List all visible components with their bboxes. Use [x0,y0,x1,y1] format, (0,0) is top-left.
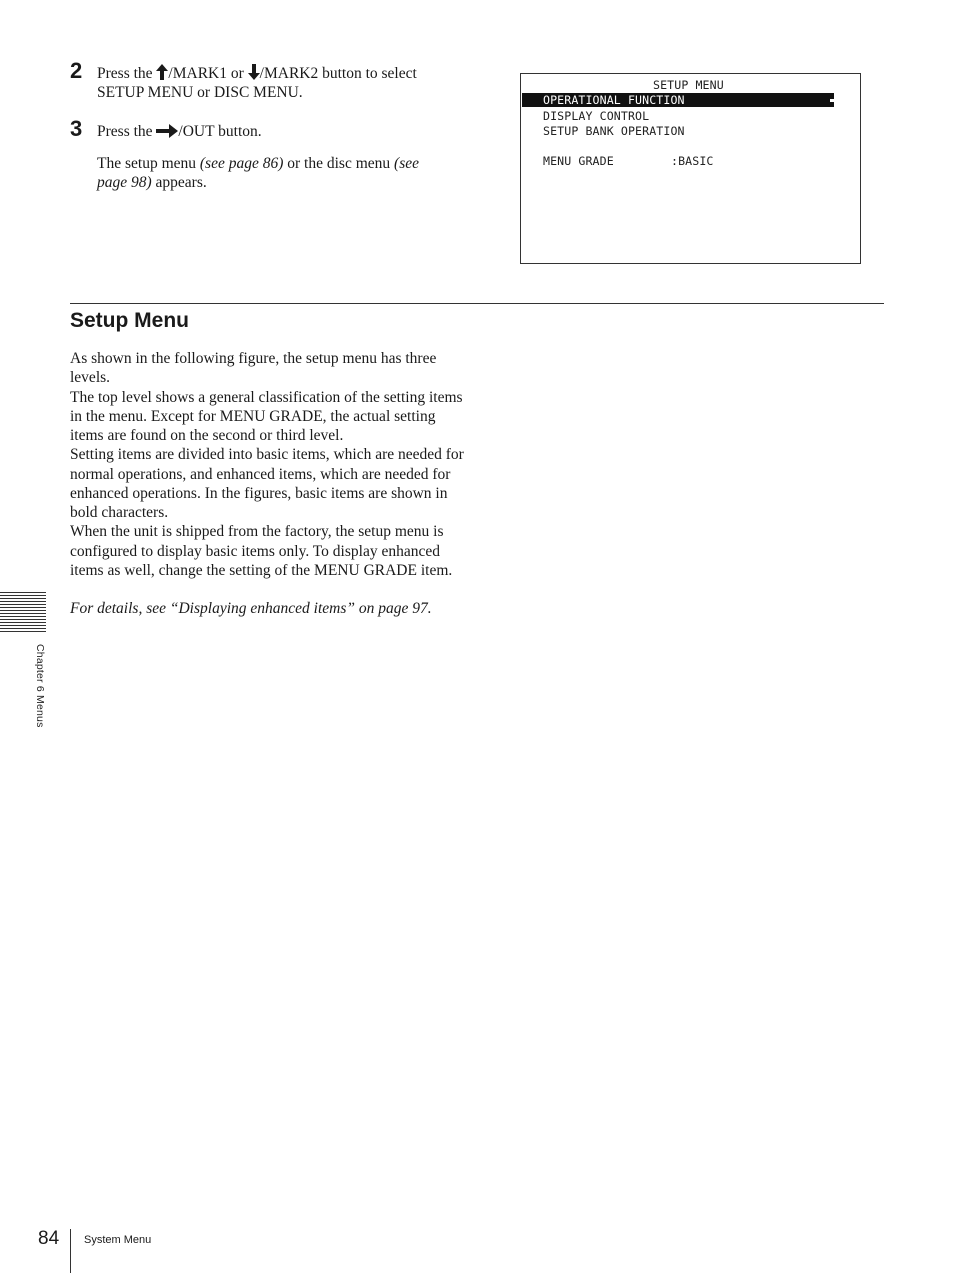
step-2-number: 2 [70,58,83,83]
down-arrow-icon [248,64,260,80]
step-3-text [97,122,477,141]
detail-ref-2b: page 98) [97,174,152,191]
step-2-part-4: SETUP MENU or DISC MENU. [97,84,303,101]
screen-title: SETUP MENU [653,78,724,92]
chapter-tab-lines [0,592,46,634]
detail-middle: or the disc menu [283,155,395,172]
detail-ref-2a: (see [394,155,419,172]
screen-item-setup-bank-operation: SETUP BANK OPERATION [543,124,685,138]
setup-menu-screen [520,73,861,264]
paragraph-2: The top level shows a general classification of the setting items in the menu. Except for MENU GRADE, the actual setting items are found on the second or third level. [70,388,463,444]
section-divider [70,303,884,304]
detail-prefix: The setup menu [97,155,200,172]
screen-item-operational-function: OPERATIONAL FUNCTION [543,93,685,107]
footer-section-name: System Menu [84,1234,152,1246]
section-heading: Setup Menu [70,309,189,332]
right-arrow-icon [156,124,178,138]
paragraph-3: Setting items are divided into basic items, which are needed for normal operations, and enhanced items, which are needed for enhanced operations. In the figures, basic items are shown in bold characters. [70,446,464,521]
step-2-part-3: /MARK2 button to select [259,65,417,82]
up-arrow-icon [156,64,168,80]
detail-ref-1: (see page 86) [199,155,284,172]
step-3-detail [97,154,477,192]
paragraph-4: When the unit is shipped from the factory, the setup menu is configured to display basic items only. To display enhanced items as well, change the setting of the MENU GRADE item. [70,523,453,579]
step-2-part-1: Press the [97,65,157,82]
note-reference: For details, see “Displaying enhanced items” on page 97. [70,600,432,617]
footer-divider [70,1229,71,1273]
screen-menu-grade-label: MENU GRADE [543,154,614,168]
step-3-part-1: Press the [97,123,157,140]
step-3-part-2: /OUT button. [178,123,262,140]
detail-suffix: appears. [151,174,207,191]
screen-right-arrow-icon [830,96,841,105]
chapter-side-label: Chapter 6 Menus [34,644,46,728]
step-2-part-2: /MARK1 or [168,65,248,82]
page-number: 84 [38,1228,60,1249]
step-3-number: 3 [70,116,83,141]
screen-item-display-control: DISPLAY CONTROL [543,109,650,123]
paragraph-1: As shown in the following figure, the setup menu has three levels. [70,350,437,387]
step-2-text [97,64,477,102]
screen-menu-grade-value: :BASIC [671,154,714,168]
section-body [70,349,465,618]
